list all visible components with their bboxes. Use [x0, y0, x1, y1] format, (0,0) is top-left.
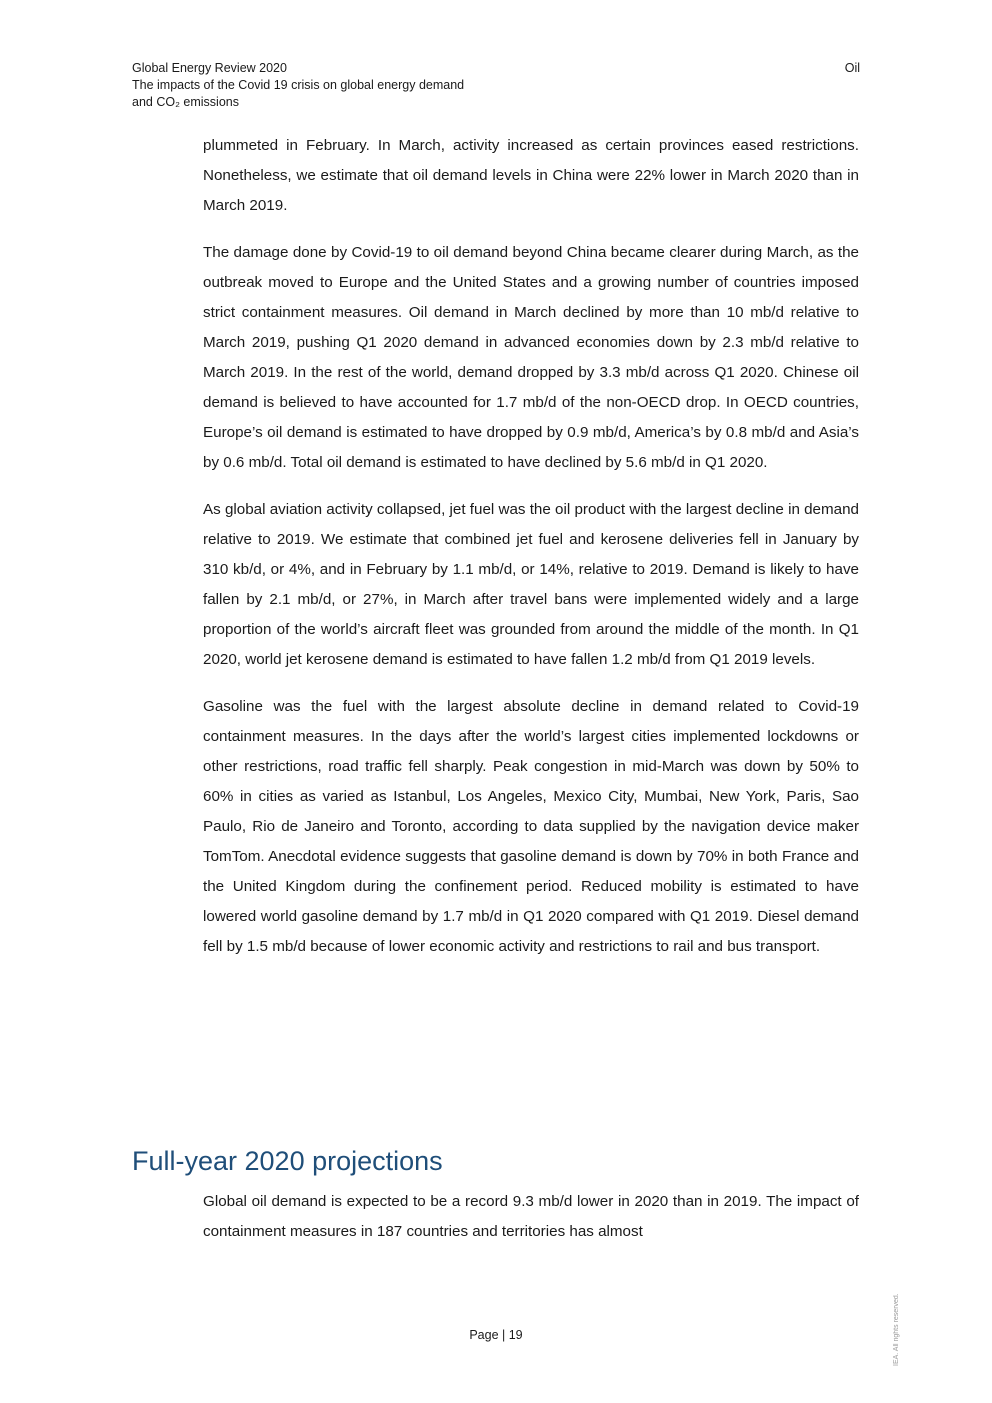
running-header: [132, 60, 464, 111]
paragraph: As global aviation activity collapsed, jet fuel was the oil product with the largest decline in demand relative to 2019. We estimate that combined jet fuel and kerosene deliveries fell in January by 310 kb/d, or 4%, and in February by 1.1 mb/d, or 14%, relative to 2019. Demand is likely to have fallen by 2.1 mb/d, or 27%, in March after travel bans were implemented widely and a large proportion of the world’s aircraft fleet was grounded from around the middle of the month. In Q1 2020, world jet kerosene demand is estimated to have fallen 1.2 mb/d from Q1 2019 levels.: [203, 501, 859, 668]
page-number: Page | 19: [469, 1328, 523, 1342]
paragraph: plummeted in February. In March, activity increased as certain provinces eased restrictions. Nonetheless, we estimate that oil demand levels in China were 22% lower in March 2020 than in March 2019.: [203, 137, 859, 214]
section-heading: Full-year 2020 projections: [132, 1146, 443, 1176]
report-subtitle-line-1: The impacts of the Covid 19 crisis on global energy demand: [132, 78, 465, 92]
paragraph: The damage done by Covid-19 to oil demand beyond China became clearer during March, as the outbreak moved to Europe and the United States and a growing number of countries imposed strict containment measures. Oil demand in March declined by more than 10 mb/d relative to March 2019, pushing Q1 2020 demand in advanced economies down by 2.3 mb/d relative to March 2019. In the rest of the world, demand dropped by 3.3 mb/d across Q1 2020. Chinese oil demand is believed to have accounted for 1.7 mb/d of the non-OECD drop. In OECD countries, Europe’s oil demand is estimated to have dropped by 0.9 mb/d, America’s by 0.8 mb/d and Asia’s by 0.6 mb/d. Total oil demand is estimated to have declined by 5.6 mb/d in Q1 2020.: [203, 244, 859, 471]
section-body-text: [203, 1187, 859, 1264]
rights-notice: IEA. All rights reserved.: [893, 1293, 900, 1366]
paragraph: Global oil demand is expected to be a record 9.3 mb/d lower in 2020 than in 2019. The impact of containment measures in 187 countries and territories has almost: [203, 1193, 859, 1240]
section-name: Oil: [844, 61, 860, 75]
paragraph: Gasoline was the fuel with the largest absolute decline in demand related to Covid-19 containment measures. In the days after the world’s largest cities implemented lockdowns or other restrictions, road traffic fell sharply. Peak congestion in mid-March was down by 50% to 60% in cities as varied as Istanbul, Los Angeles, Mexico City, Mumbai, New York, Paris, Sao Paulo, Rio de Janeiro and Toronto, according to data supplied by the navigation device maker TomTom. Anecdotal evidence suggests that gasoline demand is down by 70% in both France and the United Kingdom during the confinement period. Reduced mobility is estimated to have lowered world gasoline demand by 1.7 mb/d in Q1 2020 compared with Q1 2019. Diesel demand fell by 1.5 mb/d because of lower economic activity and restrictions to rail and bus transport.: [203, 698, 859, 955]
report-title: Global Energy Review 2020: [132, 61, 287, 75]
report-subtitle-line-2: and CO₂ emissions: [132, 95, 239, 109]
body-text: [203, 131, 859, 979]
